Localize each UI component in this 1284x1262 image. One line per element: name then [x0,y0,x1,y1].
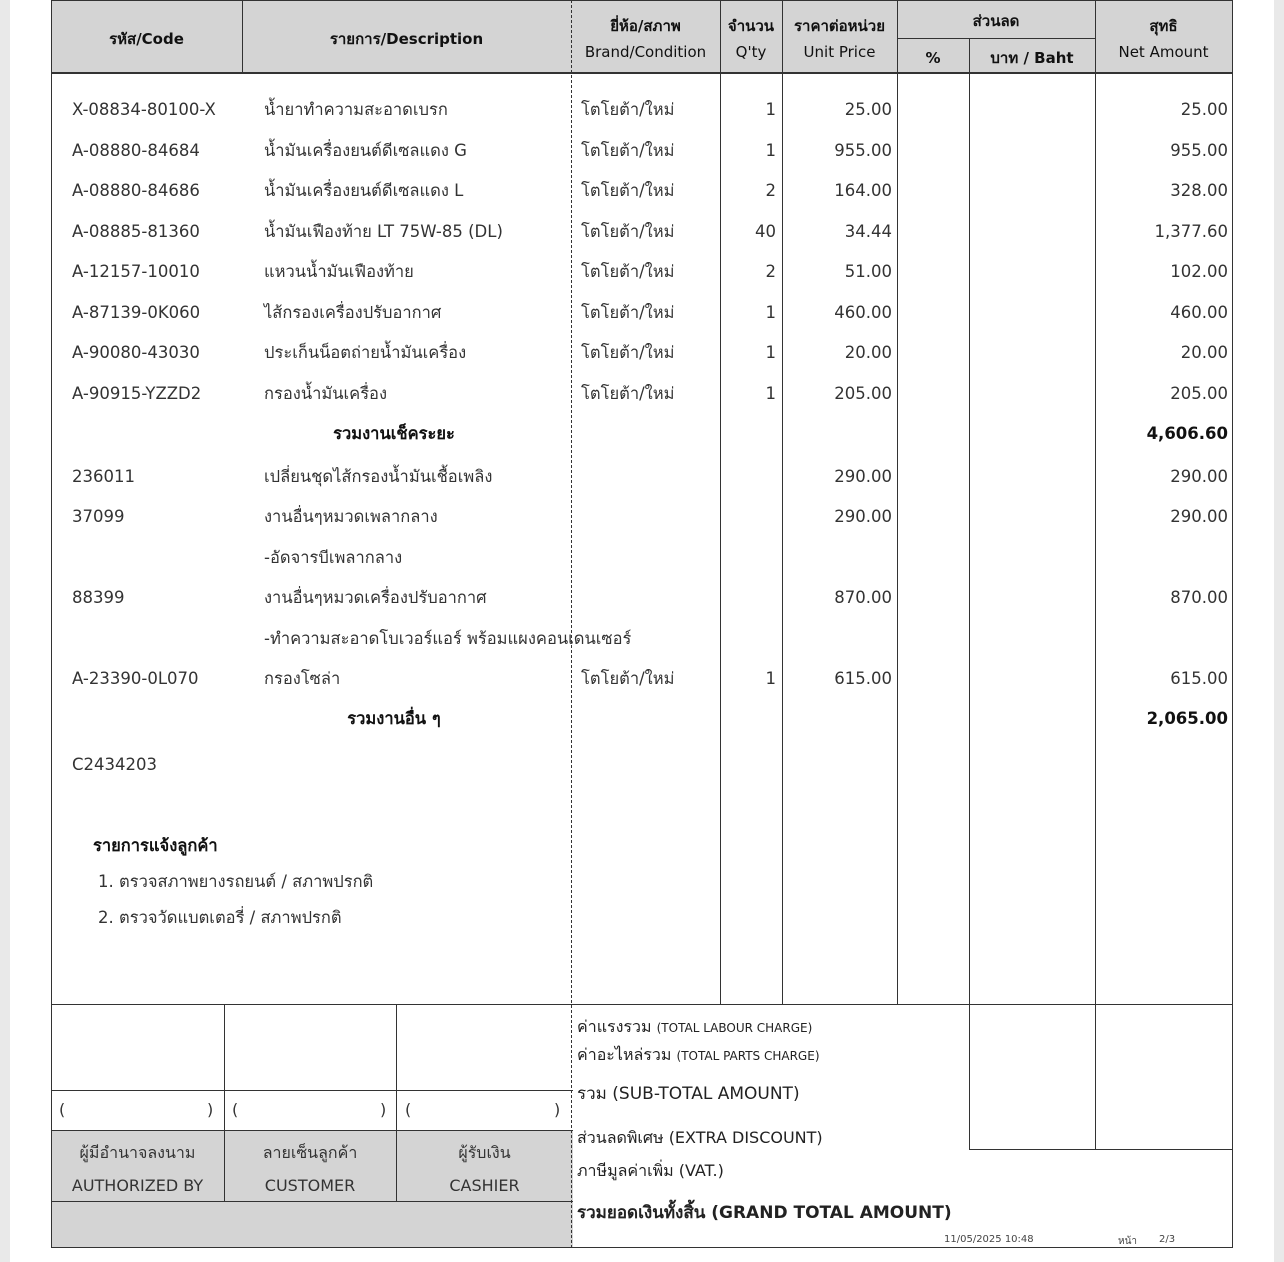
item-net-amount: 20.00 [1180,343,1228,362]
item-code: A-08880-84686 [72,181,200,200]
item-brand: โตโยต้า/ใหม่ [581,100,675,119]
item-unit-price: 25.00 [844,100,892,119]
item-code: A-12157-10010 [72,262,200,281]
item-qty: 1 [765,384,776,403]
item-brand: โตโยต้า/ใหม่ [581,303,675,322]
item-qty: 1 [765,669,776,688]
invoice-page [10,0,1274,1262]
item-code: 88399 [72,588,125,607]
subtotal-label: รวม (SUB-TOTAL AMOUNT) [577,1084,800,1104]
customer-notice-title: รายการแจ้งลูกค้า [93,836,218,855]
item-code: A-08880-84684 [72,141,200,160]
item-description: -ทำความสะอาดโบเวอร์แอร์ พร้อมแผงคอนเดนเซอร์ [264,629,632,648]
col-net-header-th: สุทธิ [1149,17,1178,35]
item-unit-price: 51.00 [844,262,892,281]
item-code: A-90080-43030 [72,343,200,362]
item-code: 236011 [72,467,135,486]
item-description: ประเก็นน็อตถ่ายน้ำมันเครื่อง [264,343,467,362]
item-brand: โตโยต้า/ใหม่ [581,222,675,241]
signature-paren-open: ( [405,1100,412,1119]
item-net-amount: 615.00 [1170,669,1228,688]
item-description: งานอื่นๆหมวดเครื่องปรับอากาศ [264,588,487,607]
item-net-amount: 102.00 [1170,262,1228,281]
vat-label: ภาษีมูลค่าเพิ่ม (VAT.) [577,1161,724,1180]
item-net-amount: 290.00 [1170,507,1228,526]
signature-label-en: CASHIER [449,1176,520,1195]
page-label: หน้า [1118,1236,1138,1247]
item-qty: 2 [765,181,776,200]
col-code-header: รหัส/Code [109,30,184,48]
item-brand: โตโยต้า/ใหม่ [581,384,675,403]
item-unit-price: 870.00 [834,588,892,607]
item-net-amount: 25.00 [1180,100,1228,119]
col-price-header-th: ราคาต่อหน่วย [793,17,886,35]
col-discount-pct-header: % [925,49,941,67]
item-unit-price: 460.00 [834,303,892,322]
item-brand: โตโยต้า/ใหม่ [581,141,675,160]
customer-notice-item: 2. ตรวจวัดแบตเตอรี่ / สภาพปรกติ [98,908,342,927]
item-description: งานอื่นๆหมวดเพลากลาง [264,507,438,526]
item-unit-price: 615.00 [834,669,892,688]
item-code: A-08885-81360 [72,222,200,241]
item-brand: โตโยต้า/ใหม่ [581,343,675,362]
col-brand-header-en: Brand/Condition [584,43,707,61]
item-net-amount: 955.00 [1170,141,1228,160]
subtotal-amount: 2,065.00 [1146,709,1228,728]
print-timestamp: 11/05/2025 10:48 [944,1234,1034,1245]
item-qty: 40 [755,222,776,241]
item-description: กรองน้ำมันเครื่อง [264,384,388,403]
item-description: แหวนน้ำมันเฟืองท้าย [264,262,414,281]
labour-charge-label: ค่าแรงรวม (TOTAL LABOUR CHARGE) [577,1017,813,1036]
item-code: 37099 [72,507,125,526]
parts-charge-label: ค่าอะไหล่รวม (TOTAL PARTS CHARGE) [577,1045,820,1064]
item-unit-price: 205.00 [834,384,892,403]
item-unit-price: 290.00 [834,467,892,486]
item-net-amount: 290.00 [1170,467,1228,486]
col-discount-baht-header: บาท / Baht [990,49,1074,67]
signature-paren-close: ) [380,1100,387,1119]
page-number: 2/3 [1159,1234,1176,1245]
signature-authorized [51,1136,224,1202]
signature-paren-open: ( [59,1100,66,1119]
subtotal-label: รวมงานเช็คระยะ [333,424,455,443]
item-qty: 1 [765,141,776,160]
item-description: น้ำมันเครื่องยนต์ดีเซลแดง G [264,141,467,160]
signature-label-en: CUSTOMER [264,1176,356,1195]
item-net-amount: 205.00 [1170,384,1228,403]
item-net-amount: 1,377.60 [1154,222,1228,241]
extra-discount-label: ส่วนลดพิเศษ (EXTRA DISCOUNT) [577,1128,823,1147]
col-price-header-en: Unit Price [803,43,876,61]
item-net-amount: 328.00 [1170,181,1228,200]
reference-code: C2434203 [72,755,158,774]
item-code: X-08834-80100-X [72,100,216,119]
signature-label-en: AUTHORIZED BY [71,1176,204,1195]
item-brand: โตโยต้า/ใหม่ [581,262,675,281]
signature-label-th: ผู้รับเงิน [458,1143,511,1162]
signature-paren-open: ( [232,1100,239,1119]
subtotal-label: รวมงานอื่น ๆ [347,709,441,728]
col-qty-header-en: Q'ty [735,43,767,61]
item-code: A-87139-0K060 [72,303,201,322]
subtotal-amount: 4,606.60 [1146,424,1228,443]
col-net-header-en: Net Amount [1118,43,1209,61]
signature-customer [224,1136,396,1202]
signature-label-th: ผู้มีอำนาจลงนาม [79,1143,196,1162]
col-discount-header: ส่วนลด [972,12,1020,30]
col-desc-header: รายการ/Description [329,30,484,48]
item-net-amount: 870.00 [1170,588,1228,607]
item-brand: โตโยต้า/ใหม่ [581,181,675,200]
item-brand: โตโยต้า/ใหม่ [581,669,675,688]
item-description: น้ำมันเฟืองท้าย LT 75W-85 (DL) [264,222,503,241]
item-description: เปลี่ยนชุดไส้กรองน้ำมันเชื้อเพลิง [264,467,493,486]
item-unit-price: 290.00 [834,507,892,526]
item-qty: 2 [765,262,776,281]
col-brand-header-th: ยี่ห้อ/สภาพ [610,17,681,35]
item-description: กรองโซล่า [264,669,341,688]
item-code: A-23390-0L070 [72,669,199,688]
item-description: ไส้กรองเครื่องปรับอากาศ [264,303,442,322]
item-description: น้ำมันเครื่องยนต์ดีเซลแดง L [264,181,464,200]
item-unit-price: 34.44 [844,222,892,241]
item-qty: 1 [765,303,776,322]
item-code: A-90915-YZZD2 [72,384,202,403]
item-unit-price: 164.00 [834,181,892,200]
item-qty: 1 [765,100,776,119]
item-description: น้ำยาทำความสะอาดเบรก [264,100,448,119]
signature-paren-close: ) [207,1100,214,1119]
col-qty-header-th: จำนวน [727,17,775,35]
signature-paren-close: ) [554,1100,561,1119]
signature-cashier [396,1136,573,1202]
item-unit-price: 955.00 [834,141,892,160]
item-description: -อัดจารบีเพลากลาง [264,548,403,567]
item-unit-price: 20.00 [844,343,892,362]
item-qty: 1 [765,343,776,362]
customer-notice-item: 1. ตรวจสภาพยางรถยนต์ / สภาพปรกติ [98,872,374,891]
item-net-amount: 460.00 [1170,303,1228,322]
grand-total-label: รวมยอดเงินทั้งสิ้น (GRAND TOTAL AMOUNT) [577,1203,952,1223]
signature-label-th: ลายเซ็นลูกค้า [262,1143,358,1162]
